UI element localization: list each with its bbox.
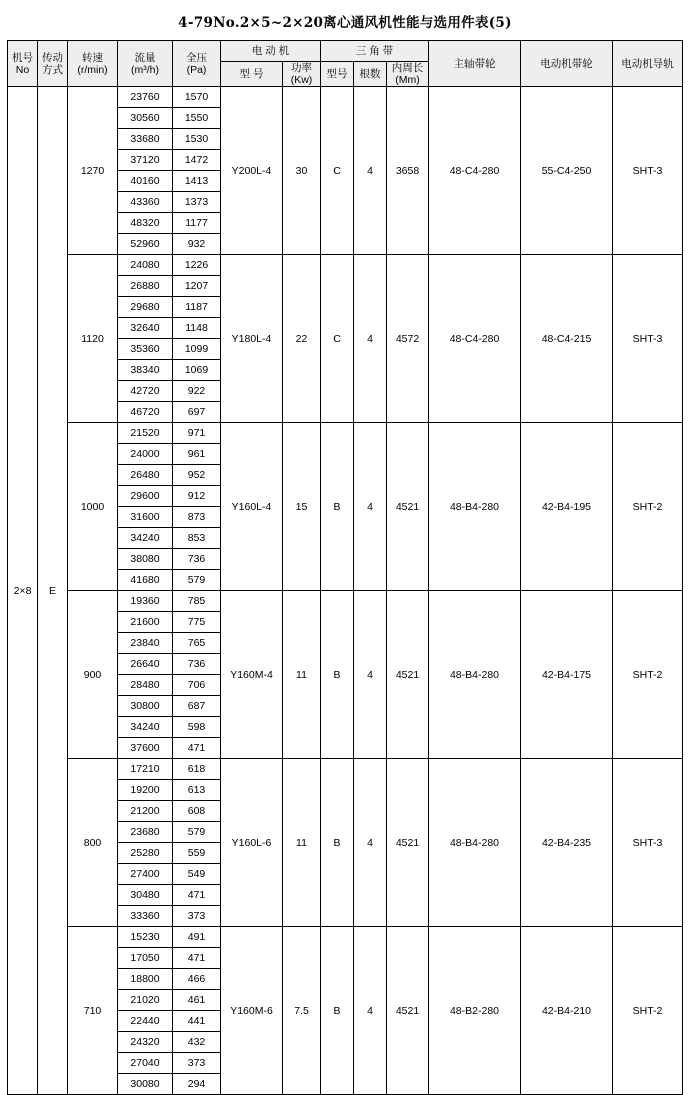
header-flow-line1: 流量 (134, 51, 156, 64)
header-drive-line2: 方式 (42, 63, 63, 76)
cell-pressure: 961 (173, 444, 221, 465)
header-pressure (173, 41, 221, 87)
cell-belt-type: C (321, 87, 354, 255)
cell-flow: 23840 (118, 633, 173, 654)
header-beltlen-line2: (Mm) (395, 74, 420, 87)
cell-flow: 33680 (118, 129, 173, 150)
cell-shaft-pulley: 48-C4-280 (429, 255, 521, 423)
cell-belt-length: 4572 (387, 255, 429, 423)
cell-pressure: 598 (173, 717, 221, 738)
cell-pressure: 1207 (173, 276, 221, 297)
header-pressure-line2: (Pa) (186, 63, 207, 76)
cell-machine-no: 2×8 (8, 87, 38, 1095)
cell-flow: 31600 (118, 507, 173, 528)
cell-flow: 33360 (118, 906, 173, 927)
cell-flow: 40160 (118, 171, 173, 192)
cell-belt-length: 4521 (387, 591, 429, 759)
cell-pressure: 373 (173, 1053, 221, 1074)
cell-motor-model: Y160L-6 (221, 759, 283, 927)
cell-belt-count: 4 (354, 423, 387, 591)
cell-flow: 19200 (118, 780, 173, 801)
cell-pressure: 441 (173, 1011, 221, 1032)
cell-flow: 29600 (118, 486, 173, 507)
header-machine-no-line1: 机号 (12, 51, 33, 64)
table-row (8, 87, 683, 108)
fan-spec-table (7, 40, 683, 1095)
cell-belt-count: 4 (354, 759, 387, 927)
cell-pressure: 736 (173, 654, 221, 675)
cell-belt-length: 3658 (387, 87, 429, 255)
header-speed (68, 41, 118, 87)
cell-flow: 38080 (118, 549, 173, 570)
cell-flow: 21600 (118, 612, 173, 633)
cell-flow: 38340 (118, 360, 173, 381)
cell-flow: 26880 (118, 276, 173, 297)
header-speed-line1: 转速 (82, 51, 103, 64)
cell-pressure: 1373 (173, 192, 221, 213)
header-belt-count: 根数 (354, 62, 387, 87)
cell-pressure: 559 (173, 843, 221, 864)
table-row (8, 927, 683, 948)
cell-flow: 30800 (118, 696, 173, 717)
cell-motor-pulley: 42-B4-195 (521, 423, 613, 591)
cell-motor-pulley: 42-B4-235 (521, 759, 613, 927)
header-belt-type: 型号 (321, 62, 354, 87)
cell-flow: 24320 (118, 1032, 173, 1053)
cell-flow: 29680 (118, 297, 173, 318)
cell-motor-pulley: 48-C4-215 (521, 255, 613, 423)
cell-motor-power: 22 (283, 255, 321, 423)
cell-shaft-pulley: 48-B4-280 (429, 591, 521, 759)
cell-flow: 35360 (118, 339, 173, 360)
cell-speed: 1000 (68, 423, 118, 591)
cell-motor-power: 11 (283, 591, 321, 759)
cell-pressure: 736 (173, 549, 221, 570)
cell-motor-rail: SHT-3 (613, 759, 683, 927)
cell-pressure: 471 (173, 738, 221, 759)
cell-flow: 43360 (118, 192, 173, 213)
header-flow-line2: (m³/h) (131, 63, 159, 76)
cell-pressure: 491 (173, 927, 221, 948)
cell-pressure: 1530 (173, 129, 221, 150)
header-drive-mode (38, 41, 68, 87)
cell-flow: 46720 (118, 402, 173, 423)
cell-pressure: 706 (173, 675, 221, 696)
cell-pressure: 697 (173, 402, 221, 423)
cell-pressure: 873 (173, 507, 221, 528)
cell-speed: 900 (68, 591, 118, 759)
cell-motor-rail: SHT-3 (613, 87, 683, 255)
cell-pressure: 687 (173, 696, 221, 717)
cell-flow: 26480 (118, 465, 173, 486)
cell-pressure: 1413 (173, 171, 221, 192)
header-motor-group: 电 动 机 (221, 41, 321, 62)
cell-motor-model: Y160M-6 (221, 927, 283, 1095)
cell-speed: 710 (68, 927, 118, 1095)
cell-belt-count: 4 (354, 255, 387, 423)
header-machine-no (8, 41, 38, 87)
cell-speed: 800 (68, 759, 118, 927)
cell-motor-pulley: 42-B4-175 (521, 591, 613, 759)
header-machine-no-line2: No (15, 63, 30, 76)
cell-pressure: 932 (173, 234, 221, 255)
header-beltlen-line1: 内周长 (391, 62, 424, 74)
cell-pressure: 922 (173, 381, 221, 402)
cell-motor-power: 15 (283, 423, 321, 591)
cell-flow: 27400 (118, 864, 173, 885)
cell-flow: 15230 (118, 927, 173, 948)
cell-motor-model: Y160M-4 (221, 591, 283, 759)
cell-flow: 27040 (118, 1053, 173, 1074)
cell-flow: 22440 (118, 1011, 173, 1032)
cell-belt-count: 4 (354, 87, 387, 255)
cell-pressure: 471 (173, 885, 221, 906)
header-motor-model: 型 号 (221, 62, 283, 87)
cell-pressure: 1069 (173, 360, 221, 381)
cell-pressure: 775 (173, 612, 221, 633)
cell-pressure: 466 (173, 969, 221, 990)
cell-pressure: 1187 (173, 297, 221, 318)
cell-pressure: 1570 (173, 87, 221, 108)
cell-pressure: 294 (173, 1074, 221, 1095)
cell-pressure: 1226 (173, 255, 221, 276)
header-motor-power (283, 62, 321, 87)
cell-motor-rail: SHT-2 (613, 591, 683, 759)
cell-motor-pulley: 55-C4-250 (521, 87, 613, 255)
table-row (8, 759, 683, 780)
cell-pressure: 1472 (173, 150, 221, 171)
cell-belt-length: 4521 (387, 759, 429, 927)
cell-pressure: 1099 (173, 339, 221, 360)
cell-motor-model: Y180L-4 (221, 255, 283, 423)
cell-pressure: 608 (173, 801, 221, 822)
cell-shaft-pulley: 48-C4-280 (429, 87, 521, 255)
cell-belt-count: 4 (354, 927, 387, 1095)
cell-pressure: 549 (173, 864, 221, 885)
cell-flow: 30560 (118, 108, 173, 129)
cell-belt-type: B (321, 423, 354, 591)
cell-flow: 48320 (118, 213, 173, 234)
cell-motor-model: Y200L-4 (221, 87, 283, 255)
header-pressure-line1: 全压 (186, 51, 207, 64)
cell-pressure: 971 (173, 423, 221, 444)
cell-flow: 23760 (118, 87, 173, 108)
header-power-line2: (Kw) (290, 74, 313, 87)
cell-flow: 37600 (118, 738, 173, 759)
cell-belt-length: 4521 (387, 423, 429, 591)
cell-pressure: 373 (173, 906, 221, 927)
cell-pressure: 1177 (173, 213, 221, 234)
cell-flow: 19360 (118, 591, 173, 612)
table-header (8, 41, 683, 87)
cell-flow: 21520 (118, 423, 173, 444)
cell-flow: 30480 (118, 885, 173, 906)
header-motor-pulley: 电动机带轮 (521, 41, 613, 87)
cell-belt-type: B (321, 591, 354, 759)
cell-pressure: 1550 (173, 108, 221, 129)
cell-pressure: 952 (173, 465, 221, 486)
cell-belt-count: 4 (354, 591, 387, 759)
cell-flow: 21200 (118, 801, 173, 822)
cell-flow: 32640 (118, 318, 173, 339)
cell-flow: 17210 (118, 759, 173, 780)
header-belt-group: 三 角 带 (321, 41, 429, 62)
cell-pressure: 912 (173, 486, 221, 507)
cell-flow: 41680 (118, 570, 173, 591)
cell-belt-type: C (321, 255, 354, 423)
page-title: 4-79No.2×5~2×20离心通风机性能与选用件表(5) (178, 15, 512, 31)
table-row (8, 591, 683, 612)
cell-drive-mode: E (38, 87, 68, 1095)
cell-pressure: 1148 (173, 318, 221, 339)
cell-pressure: 785 (173, 591, 221, 612)
cell-pressure: 853 (173, 528, 221, 549)
cell-belt-type: B (321, 927, 354, 1095)
table-row (8, 423, 683, 444)
table-body (8, 87, 683, 1095)
cell-belt-length: 4521 (387, 927, 429, 1095)
cell-flow: 21020 (118, 990, 173, 1011)
cell-motor-rail: SHT-2 (613, 927, 683, 1095)
header-flow (118, 41, 173, 87)
cell-pressure: 432 (173, 1032, 221, 1053)
cell-motor-power: 7.5 (283, 927, 321, 1095)
cell-shaft-pulley: 48-B2-280 (429, 927, 521, 1095)
cell-flow: 28480 (118, 675, 173, 696)
cell-flow: 52960 (118, 234, 173, 255)
cell-motor-power: 11 (283, 759, 321, 927)
cell-motor-pulley: 42-B4-210 (521, 927, 613, 1095)
cell-pressure: 579 (173, 570, 221, 591)
cell-flow: 30080 (118, 1074, 173, 1095)
cell-flow: 34240 (118, 717, 173, 738)
header-shaft-pulley: 主轴带轮 (429, 41, 521, 87)
cell-speed: 1120 (68, 255, 118, 423)
cell-pressure: 471 (173, 948, 221, 969)
cell-motor-rail: SHT-3 (613, 255, 683, 423)
header-motor-rail: 电动机导轨 (613, 41, 683, 87)
header-belt-length (387, 62, 429, 87)
cell-pressure: 618 (173, 759, 221, 780)
cell-motor-model: Y160L-4 (221, 423, 283, 591)
cell-motor-power: 30 (283, 87, 321, 255)
cell-flow: 23680 (118, 822, 173, 843)
cell-motor-rail: SHT-2 (613, 423, 683, 591)
cell-belt-type: B (321, 759, 354, 927)
cell-flow: 26640 (118, 654, 173, 675)
cell-flow: 37120 (118, 150, 173, 171)
cell-pressure: 579 (173, 822, 221, 843)
cell-pressure: 613 (173, 780, 221, 801)
cell-flow: 18800 (118, 969, 173, 990)
cell-flow: 17050 (118, 948, 173, 969)
cell-flow: 42720 (118, 381, 173, 402)
header-speed-line2: (r/min) (77, 63, 108, 76)
cell-shaft-pulley: 48-B4-280 (429, 423, 521, 591)
cell-shaft-pulley: 48-B4-280 (429, 759, 521, 927)
cell-speed: 1270 (68, 87, 118, 255)
header-power-line1: 功率 (291, 62, 312, 74)
table-row (8, 255, 683, 276)
cell-flow: 34240 (118, 528, 173, 549)
header-drive-line1: 传动 (42, 51, 63, 64)
cell-pressure: 765 (173, 633, 221, 654)
cell-flow: 24080 (118, 255, 173, 276)
cell-flow: 25280 (118, 843, 173, 864)
cell-flow: 24000 (118, 444, 173, 465)
cell-pressure: 461 (173, 990, 221, 1011)
